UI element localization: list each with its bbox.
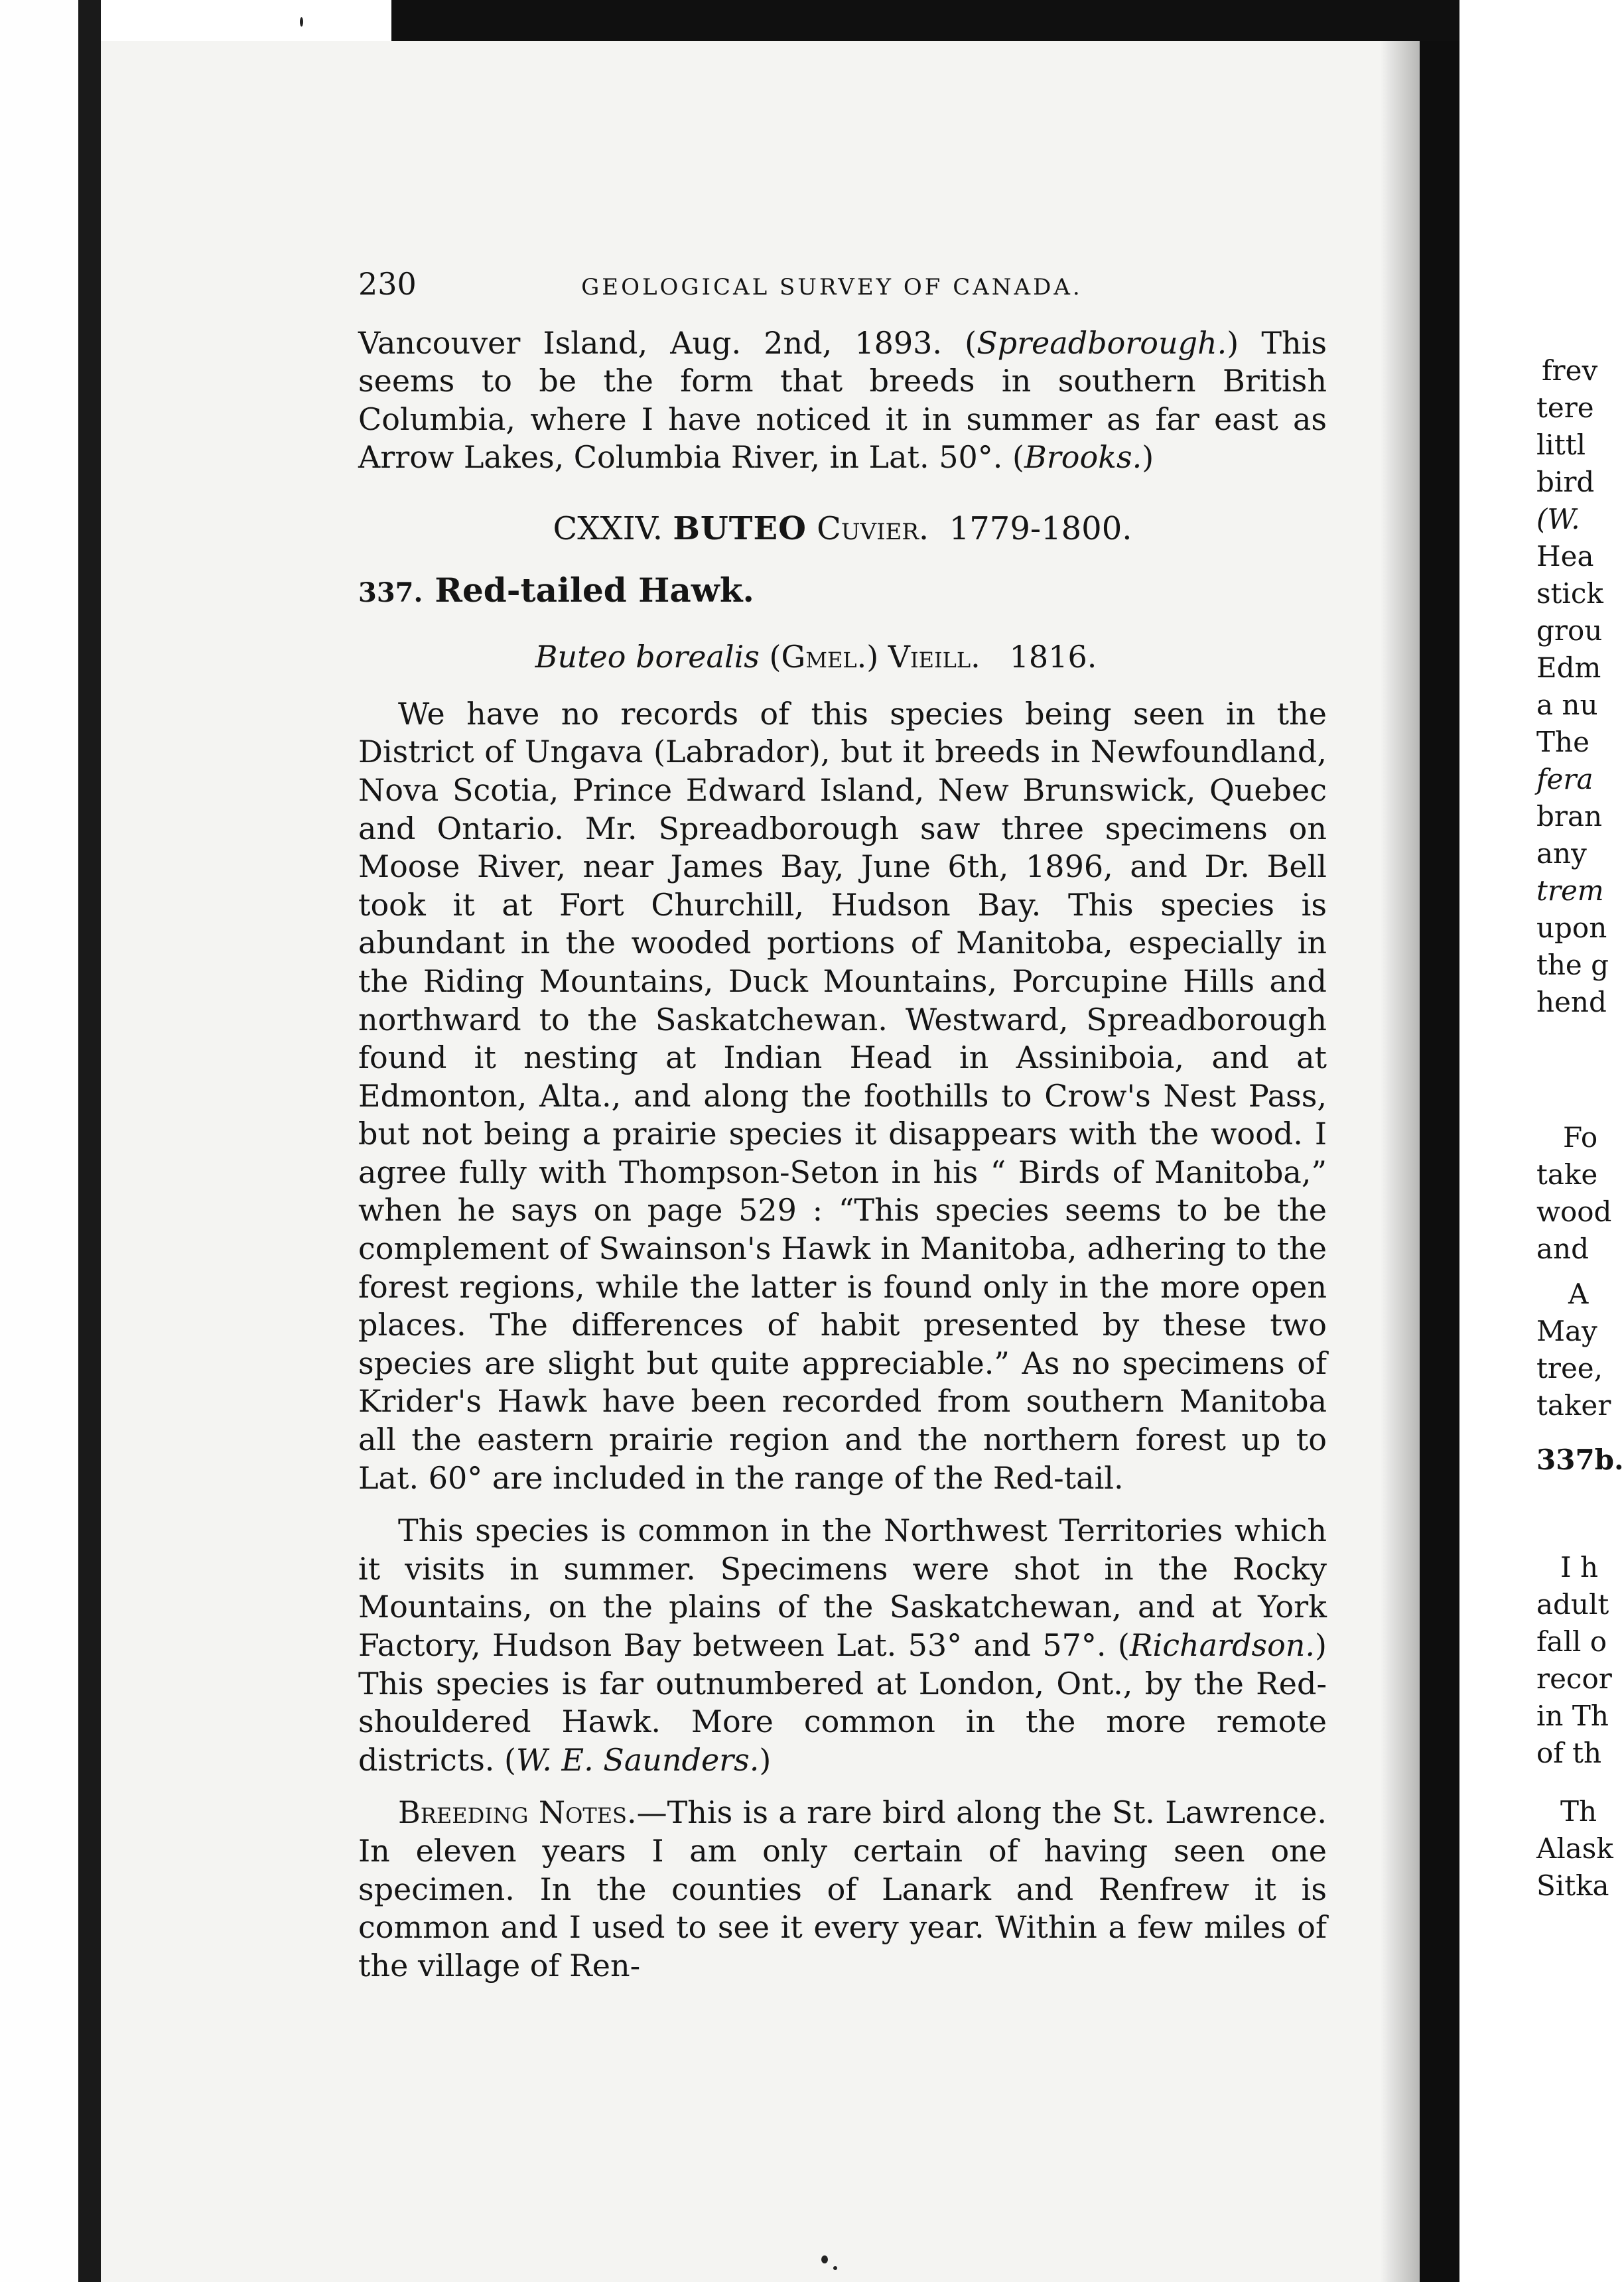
facing-page-fragment: Th: [1560, 1795, 1597, 1828]
species-number: 337.: [358, 576, 423, 608]
facing-page-fragment: take: [1536, 1158, 1598, 1191]
facing-page-fragment: any: [1536, 837, 1587, 870]
scientific-name: Buteo borealis: [535, 639, 760, 675]
facing-page-fragment: littl: [1536, 429, 1586, 461]
facing-page-fragment: adult: [1536, 1588, 1609, 1621]
citation: W. E. Saunders.: [516, 1741, 760, 1778]
opening-paragraph: [358, 324, 1327, 477]
breeding-notes-paragraph: [358, 1794, 1327, 1985]
breeding-notes-label: Breeding Notes.: [398, 1794, 637, 1831]
scan-speck: [821, 2255, 828, 2263]
text-run: ) This species is far outnumbered at London, Ont., by the Red-shouldered Hawk. More common in the more remote districts. (: [358, 1627, 1327, 1778]
citation: Brooks.: [1024, 439, 1142, 476]
facing-page-fragment: Edm: [1536, 651, 1601, 684]
facing-page-fragment: 337b.: [1536, 1443, 1624, 1476]
text-run: Vancouver Island, Aug. 2nd, 1893. (: [358, 324, 977, 361]
genus-years: 1779-1800.: [949, 509, 1132, 547]
facing-page-fragment: bird: [1536, 466, 1595, 498]
page-content: [358, 265, 1327, 1985]
citation: Richardson.: [1129, 1627, 1316, 1663]
facing-page-fragment: a nu: [1536, 689, 1598, 721]
facing-page-fragment: Hea: [1536, 540, 1594, 572]
facing-page-fragment: recor: [1536, 1662, 1612, 1695]
facing-page-fragment: The: [1536, 726, 1590, 758]
facing-page-fragment: (W.: [1536, 503, 1580, 535]
scan-margin-left: [0, 0, 78, 2282]
citation: Spreadborough.: [977, 324, 1227, 361]
paragraph: We have no records of this species being seen in the District of Ungava (Labrador), but it breeds in Newfoundland, Nova Scotia, Prince Edward Island, New Brunswick, Quebec and Ontario. Mr. Spreadborough saw three specimens on Moose River, near James Bay, June 6th, 1896, and Dr. Bell took it at Fort Churchill, Hudson Bay. This species is abundant in the wooded portions of Manitoba, especially in the Riding Mountains, Duck Mountains, Porcupine Hills and northward to the Saskatchewan. Westward, Spreadborough found it nesting at Indian Head in Assiniboia, and at Edmonton, Alta., and along the foothills to Crow's Nest Pass, but not being a prairie species it disappears with the wood. I agree fully with Thompson-Seton in his “ Birds of Manitoba,” when he says on page 529 : “This species seems to be the complement of Swainson's Hawk in Manitoba, adhering to the forest regions, while the latter is found only in the more open places. The differences of habit presented by these two species are slight but quite appreciable.” As no specimens of Krider's Hawk have been recorded from southern Manitoba all the eastern prairie region and the northern forest up to Lat. 60° are included in the range of the Red-tail.: [358, 695, 1327, 1496]
facing-page-fragment: stick: [1536, 577, 1603, 610]
paragraph: [358, 1512, 1327, 1779]
running-head: [358, 265, 1327, 307]
species-common-name: Red-tailed Hawk.: [435, 570, 754, 610]
facing-page-fragment: bran: [1536, 800, 1603, 833]
name-author: Vieill.: [888, 639, 981, 675]
scan-speck: [833, 2266, 837, 2270]
running-title: GEOLOGICAL SURVEY OF CANADA.: [581, 274, 1083, 301]
page-number: 230: [358, 266, 417, 302]
film-border-top: [391, 0, 1595, 41]
scientific-name-line: [358, 638, 1327, 677]
facing-page-fragment: in Th: [1536, 1700, 1609, 1732]
facing-page-fragment: Alask: [1536, 1832, 1613, 1865]
facing-page-fragment: of th: [1536, 1737, 1602, 1769]
facing-page-fragment: wood: [1536, 1195, 1612, 1228]
facing-page-fragment: Sitka: [1536, 1869, 1609, 1902]
facing-page-fragment: frev: [1542, 354, 1598, 387]
species-heading: [358, 571, 1327, 612]
facing-page-fragment: A: [1568, 1278, 1589, 1310]
facing-page-fragment: tree,: [1536, 1352, 1603, 1384]
scan-speck: [300, 17, 303, 27]
facing-page-fragment: hend: [1536, 986, 1607, 1018]
name-year: 1816.: [1009, 639, 1097, 675]
facing-page-fragment: May: [1536, 1315, 1597, 1347]
page-gutter-shadow: [1380, 41, 1420, 2282]
facing-page-fragment: tere: [1536, 391, 1594, 424]
film-border-right: [1420, 41, 1459, 2282]
name-author: (Gmel.): [769, 639, 879, 675]
text-run: —This is a rare bird along the St. Lawrence. In eleven years I am only certain of having seen one specimen. In the counties of Lanark and Renfrew it is common and I used to see it every year. Within a few miles of the village of Ren-: [358, 1794, 1327, 1983]
genus-author: Cuvier.: [817, 509, 929, 547]
genus-heading: [358, 510, 1327, 549]
facing-page-fragment: I h: [1560, 1551, 1598, 1583]
facing-page-fragment: trem: [1536, 874, 1604, 907]
genus-name: BUTEO: [673, 509, 807, 547]
text-run: ): [759, 1741, 772, 1778]
text-run: ): [1142, 439, 1154, 476]
text-run: This species is common in the Northwest Territories which it visits in summer. Specimens were shot in the Rocky Mountains, on the plains of the Saskatchewan, and at York Factory, Hudson Bay between Lat. 53° and 57°. (: [358, 1512, 1327, 1663]
facing-page-fragment: taker: [1536, 1389, 1611, 1422]
facing-page-fragment: the g: [1536, 949, 1609, 981]
facing-page-fragment: Fo: [1563, 1121, 1598, 1154]
facing-page-fragment: and: [1536, 1233, 1589, 1265]
text-run: ) This seems to be the form that breeds in southern British Columbia, where I have noticed it in summer as far east as Arrow Lakes, Columbia River, in Lat. 50°. (: [358, 324, 1327, 476]
facing-page-fragment: grou: [1536, 614, 1603, 647]
genus-number: CXXIV.: [553, 509, 663, 547]
facing-page-fragment: fall o: [1536, 1625, 1607, 1658]
facing-page-fragment: upon: [1536, 911, 1607, 944]
facing-page-fragment: fera: [1536, 763, 1593, 795]
page-edge-left: [78, 0, 101, 2282]
